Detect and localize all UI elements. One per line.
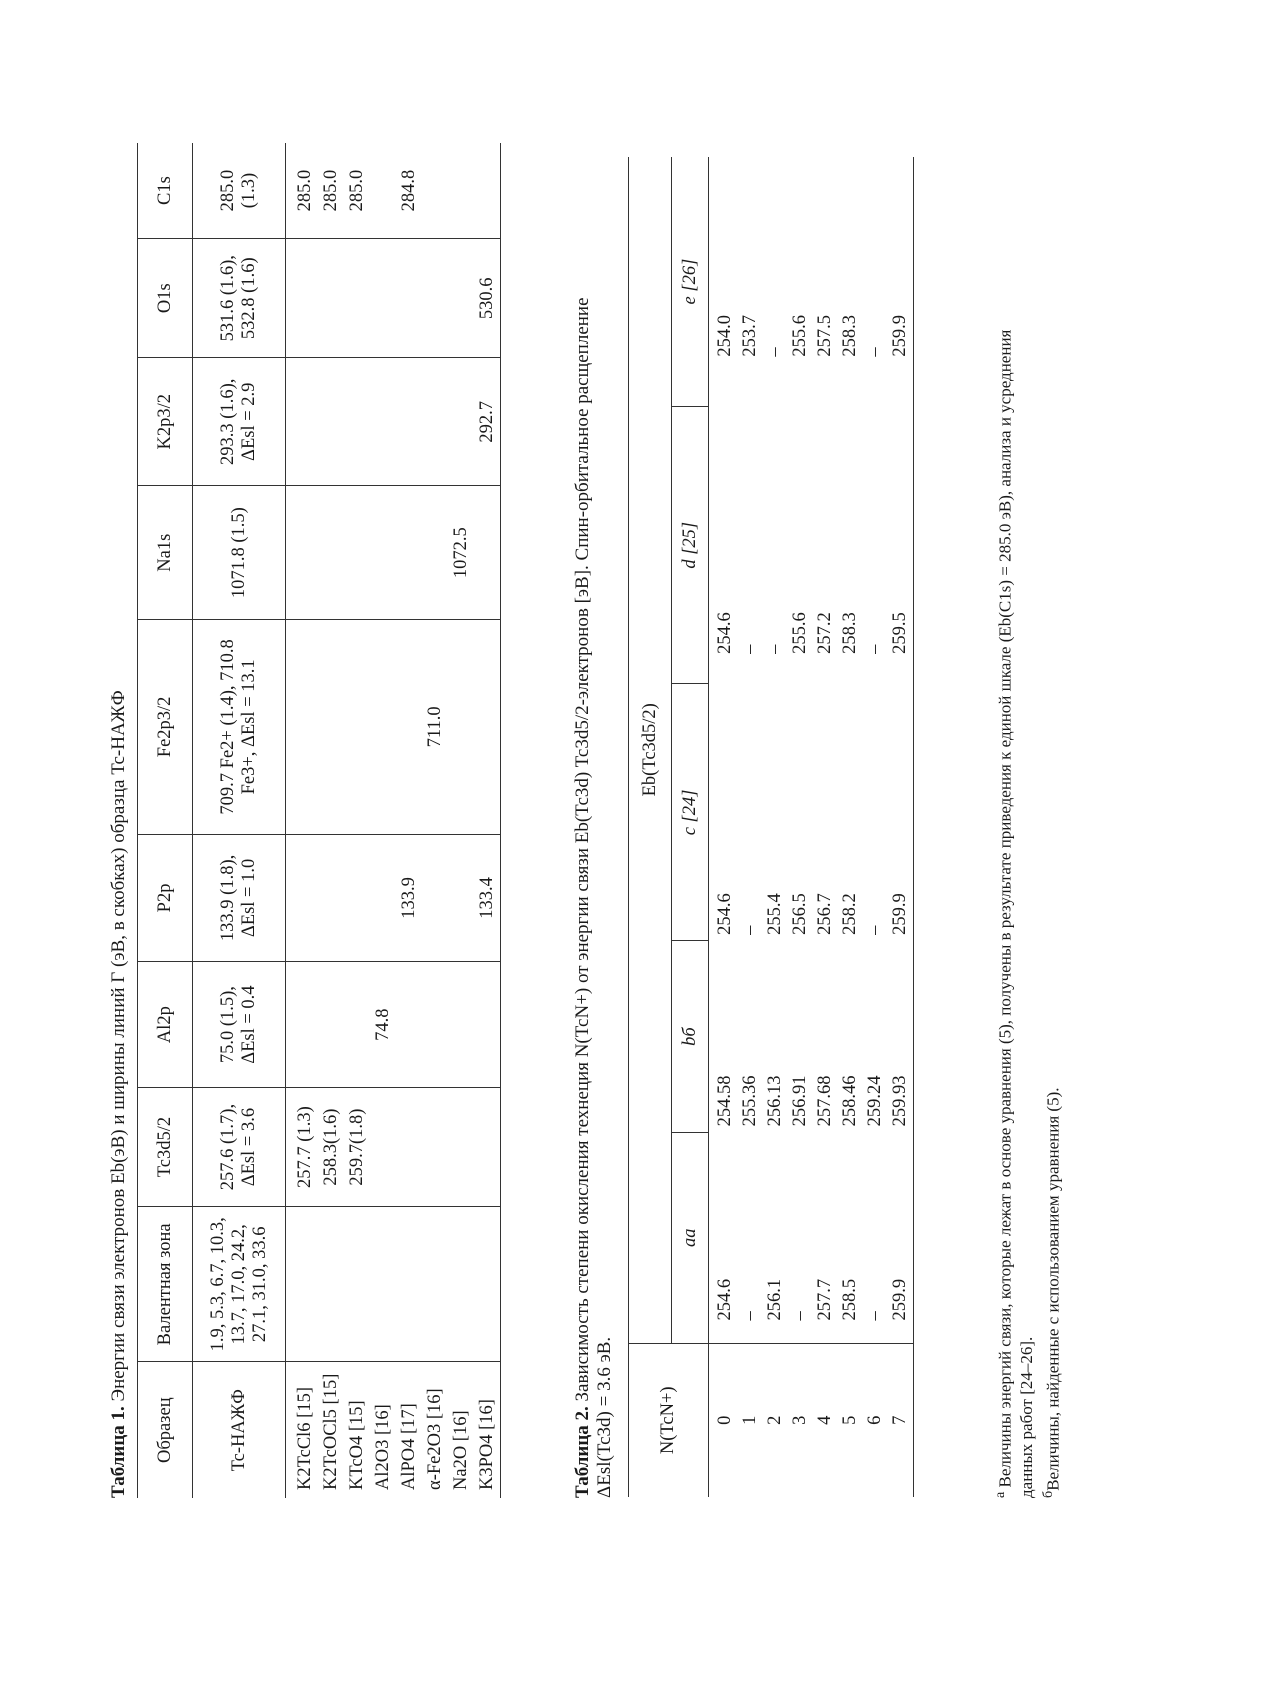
t2-col-d bbox=[709, 407, 914, 684]
ref-value bbox=[292, 490, 318, 615]
cell-line: 293.3 (1.6), bbox=[218, 378, 238, 465]
table2-caption bbox=[572, 128, 616, 1498]
valence-line: 1.9, 5.3, 6.7, 10.3, bbox=[207, 1217, 228, 1352]
cell-line: 133.9 (1.8), bbox=[218, 854, 238, 942]
t2-head-a: aа bbox=[672, 1132, 709, 1343]
ref-value bbox=[292, 839, 318, 958]
t2-head-n: N(TcN+) bbox=[629, 1343, 709, 1497]
ref-value bbox=[318, 624, 344, 829]
ref-value bbox=[396, 490, 422, 615]
t1-main-c1s bbox=[193, 143, 286, 239]
ref-value bbox=[474, 624, 500, 829]
ref-value: 292.7 bbox=[477, 400, 497, 443]
ref-value bbox=[344, 966, 370, 1083]
ref-value bbox=[422, 243, 448, 353]
table1-caption bbox=[108, 118, 130, 1498]
t1-ref-samples bbox=[286, 1362, 501, 1498]
ref-value: 711.0 bbox=[425, 706, 445, 748]
ref-value bbox=[370, 147, 396, 234]
t2-col-b bbox=[709, 941, 914, 1132]
d-value: – bbox=[865, 644, 885, 654]
ref-value: 257.7 (1.3) bbox=[295, 1106, 315, 1188]
table2-group-header-row bbox=[629, 157, 672, 1497]
ref-value: 285.0 bbox=[295, 169, 315, 212]
d-value: 255.6 bbox=[790, 612, 810, 654]
c-value: 256.7 bbox=[815, 893, 835, 935]
t2-head-e: e [26] bbox=[672, 157, 709, 407]
ref-value bbox=[396, 362, 422, 481]
footnote-a-line2: данных работ [24–26]. bbox=[1016, 1336, 1036, 1498]
a-value: 257.7 bbox=[815, 1278, 835, 1321]
ref-value bbox=[448, 147, 474, 234]
ref-value bbox=[422, 966, 448, 1083]
n-value: 7 bbox=[890, 1415, 910, 1425]
t2-head-b: bб bbox=[672, 941, 709, 1132]
ref-value bbox=[474, 490, 500, 615]
ref-value bbox=[422, 362, 448, 481]
cell-line: ΔEsl = 3.6 bbox=[239, 1107, 259, 1187]
n-value: 6 bbox=[865, 1415, 885, 1425]
t1-ref-fe2p bbox=[286, 620, 501, 834]
ref-value bbox=[318, 490, 344, 615]
n-value: 2 bbox=[765, 1415, 785, 1425]
t1-head-fe2p: Fe2p3/2 bbox=[138, 620, 193, 834]
ref-value: 133.4 bbox=[477, 877, 497, 919]
t2-col-c bbox=[709, 684, 914, 941]
t1-main-na1s bbox=[193, 486, 286, 620]
cell-line: 531.6 (1.6), bbox=[218, 255, 238, 342]
t1-head-tc3d: Tc3d5/2 bbox=[138, 1087, 193, 1206]
ref-value bbox=[448, 839, 474, 958]
table2-body-row bbox=[709, 157, 914, 1497]
d-value: 254.6 bbox=[715, 612, 735, 654]
ref-value bbox=[448, 966, 474, 1083]
table1-reference-row bbox=[286, 143, 501, 1498]
ref-value bbox=[370, 624, 396, 829]
ref-value bbox=[422, 1092, 448, 1202]
valence-line: 27.1, 31.0, 33.6 bbox=[249, 1226, 270, 1343]
n-value: 4 bbox=[815, 1415, 835, 1425]
e-value: – bbox=[765, 347, 785, 357]
ref-value bbox=[448, 624, 474, 829]
b-value: 254.58 bbox=[715, 1075, 735, 1127]
ref-value bbox=[474, 966, 500, 1083]
footnote-b-mark: б bbox=[1040, 1490, 1056, 1498]
ref-value bbox=[396, 1092, 422, 1202]
t1-main-o1s bbox=[193, 239, 286, 358]
cell-line: ΔEsl = 0.4 bbox=[239, 985, 259, 1064]
t1-head-o1s: O1s bbox=[138, 239, 193, 358]
ref-value bbox=[292, 362, 318, 481]
e-value: 254.0 bbox=[715, 314, 735, 357]
t1-main-p2p bbox=[193, 834, 286, 962]
ref-value: 530.6 bbox=[477, 277, 497, 320]
ref-value: 1072.5 bbox=[451, 527, 471, 579]
a-value: – bbox=[865, 1311, 885, 1321]
t1-ref-p2p bbox=[286, 834, 501, 962]
ref-value bbox=[292, 243, 318, 353]
ref-sample: KTcO4 [15] bbox=[347, 1400, 367, 1490]
footnote-a bbox=[990, 128, 1037, 1498]
ref-value bbox=[344, 362, 370, 481]
n-value: 0 bbox=[715, 1415, 735, 1425]
c-value: – bbox=[740, 925, 760, 935]
d-value: 259.5 bbox=[890, 612, 910, 654]
t1-main-sample: Tc-НАЖФ bbox=[193, 1362, 286, 1498]
ref-value bbox=[396, 243, 422, 353]
t1-head-valence: Валентная зона bbox=[138, 1207, 193, 1362]
n-value: 1 bbox=[740, 1415, 760, 1425]
n-value: 5 bbox=[840, 1415, 860, 1425]
ref-value bbox=[474, 1092, 500, 1202]
footnote-b-text: Величины, найденные с использованием уравнения (5). bbox=[1043, 1087, 1063, 1491]
table1 bbox=[137, 143, 501, 1498]
ref-value bbox=[318, 839, 344, 958]
t1-head-na1s: Na1s bbox=[138, 486, 193, 620]
table1-main-row bbox=[193, 143, 286, 1498]
ref-value: 285.0 bbox=[347, 169, 367, 212]
ref-value bbox=[448, 243, 474, 353]
t1-head-sample: Образец bbox=[138, 1362, 193, 1498]
c-value: 255.4 bbox=[765, 893, 785, 935]
a-value: – bbox=[790, 1311, 810, 1321]
cell-line: 709.7 Fe2+ (1.4), 710.8 bbox=[218, 639, 238, 815]
t1-head-p2p: P2p bbox=[138, 834, 193, 962]
footnote-a-text: Величины энергий связи, которые лежат в основе уравнения (5), получены в результате приведения к единой шкале (Eb(C1s) = 285.0 эВ), анализа и усреднения bbox=[995, 329, 1015, 1488]
ref-value bbox=[292, 966, 318, 1083]
ref-value bbox=[422, 490, 448, 615]
a-value: 254.6 bbox=[715, 1278, 735, 1321]
ref-value bbox=[344, 624, 370, 829]
t1-head-c1s: C1s bbox=[138, 143, 193, 239]
t1-main-tc3d bbox=[193, 1087, 286, 1206]
cell-line: Fe3+, ΔEsl = 13.1 bbox=[239, 659, 259, 795]
t1-main-valence bbox=[193, 1207, 286, 1362]
cell-line: 257.6 (1.7), bbox=[218, 1103, 238, 1191]
ref-sample: α-Fe2O3 [16] bbox=[425, 1388, 445, 1490]
ref-value bbox=[370, 490, 396, 615]
footnote-a-line1 bbox=[990, 128, 1016, 1498]
d-value: – bbox=[765, 644, 785, 654]
b-value: 259.93 bbox=[890, 1075, 910, 1127]
t2-col-a bbox=[709, 1132, 914, 1343]
ref-value bbox=[344, 243, 370, 353]
footnote-b bbox=[1038, 128, 1064, 1498]
ref-value: 133.9 bbox=[399, 877, 419, 919]
table1-caption-text: Энергии связи электронов Eb(эВ) и ширины линий Γ (эВ, в скобках) образца Tc-НАЖФ bbox=[108, 690, 129, 1402]
table2 bbox=[628, 157, 914, 1497]
t1-main-fe2p bbox=[193, 620, 286, 834]
t2-head-d: d [25] bbox=[672, 407, 709, 684]
ref-value bbox=[448, 1092, 474, 1202]
ref-value: 285.0 bbox=[321, 169, 341, 212]
ref-sample: K3PO4 [16] bbox=[477, 1399, 497, 1490]
e-value: 253.7 bbox=[740, 314, 760, 357]
ref-value: 74.8 bbox=[373, 1008, 393, 1041]
d-value: 257.2 bbox=[815, 612, 835, 654]
table2-caption-text: Зависимость степени окисления технеция N(TcN+) от энергии связи Eb(Tc3d) Tc3d5/2-электронов [эВ]. Спин-орбитальное расщепление bbox=[572, 297, 593, 1402]
ref-value bbox=[422, 839, 448, 958]
c-value: 259.9 bbox=[890, 893, 910, 935]
table2-sub-header-row bbox=[672, 157, 709, 1497]
ref-value bbox=[370, 1092, 396, 1202]
ref-value bbox=[422, 147, 448, 234]
t2-head-group: Eb(Tc3d5/2) bbox=[629, 157, 672, 1343]
footnote-a-mark: а bbox=[992, 1491, 1008, 1498]
t2-head-c: c [24] bbox=[672, 684, 709, 941]
ref-sample: K2TcCl6 [15] bbox=[295, 1386, 315, 1490]
a-value: – bbox=[740, 1311, 760, 1321]
ref-value bbox=[396, 966, 422, 1083]
t1-head-al2p: Al2p bbox=[138, 962, 193, 1088]
t1-main-k2p bbox=[193, 358, 286, 486]
ref-value bbox=[318, 243, 344, 353]
c-value: 254.6 bbox=[715, 893, 735, 935]
c-value: – bbox=[865, 925, 885, 935]
cell-line: (1.3) bbox=[239, 172, 259, 209]
e-value: 255.6 bbox=[790, 314, 810, 357]
t1-ref-tc3d bbox=[286, 1087, 501, 1206]
e-value: – bbox=[865, 347, 885, 357]
c-value: 256.5 bbox=[790, 893, 810, 935]
ref-sample: Na2O [16] bbox=[451, 1410, 471, 1490]
c-value: 258.2 bbox=[840, 893, 860, 935]
t2-col-e bbox=[709, 157, 914, 407]
b-value: 255.36 bbox=[740, 1075, 760, 1127]
table2-caption-line2: ΔEsl(Tc3d) = 3.6 эВ. bbox=[594, 1336, 615, 1498]
ref-value bbox=[370, 243, 396, 353]
b-value: 256.13 bbox=[765, 1075, 785, 1127]
a-value: 258.5 bbox=[840, 1278, 860, 1321]
t1-main-al2p bbox=[193, 962, 286, 1088]
ref-value bbox=[344, 839, 370, 958]
t1-ref-al2p bbox=[286, 962, 501, 1088]
e-value: 259.9 bbox=[890, 314, 910, 357]
ref-value: 259.7(1.8) bbox=[347, 1108, 367, 1186]
ref-sample: K2TcOCl5 [15] bbox=[321, 1373, 341, 1490]
a-value: 256.1 bbox=[765, 1278, 785, 1321]
b-value: 256.91 bbox=[790, 1075, 810, 1127]
t1-head-k2p: K2p3/2 bbox=[138, 358, 193, 486]
table1-caption-label: Таблица 1. bbox=[108, 1406, 129, 1498]
n-value: 3 bbox=[790, 1415, 810, 1425]
t1-ref-valence bbox=[286, 1207, 501, 1362]
ref-value bbox=[370, 839, 396, 958]
table2-caption-line1 bbox=[572, 128, 594, 1498]
t2-col-n bbox=[709, 1343, 914, 1497]
e-value: 257.5 bbox=[815, 314, 835, 357]
table2-caption-label: Таблица 2. bbox=[572, 1406, 593, 1498]
ref-value bbox=[318, 966, 344, 1083]
ref-value bbox=[370, 362, 396, 481]
t1-ref-k2p bbox=[286, 358, 501, 486]
t1-ref-o1s bbox=[286, 239, 501, 358]
b-value: 259.24 bbox=[865, 1075, 885, 1127]
ref-sample: Al2O3 [16] bbox=[373, 1404, 393, 1490]
b-value: 257.68 bbox=[815, 1075, 835, 1127]
cell-line: 532.8 (1.6) bbox=[239, 257, 259, 340]
cell-line: 285.0 bbox=[218, 169, 238, 212]
t1-ref-na1s bbox=[286, 486, 501, 620]
ref-value bbox=[474, 147, 500, 234]
e-value: 258.3 bbox=[840, 314, 860, 357]
cell-line: ΔEsl = 1.0 bbox=[239, 858, 259, 938]
ref-value bbox=[344, 490, 370, 615]
t1-ref-c1s bbox=[286, 143, 501, 239]
cell-line: ΔEsl = 2.9 bbox=[239, 382, 259, 461]
d-value: – bbox=[740, 644, 760, 654]
valence-line: 13.7, 17.0, 24.2, bbox=[228, 1224, 249, 1345]
table1-header-row bbox=[138, 143, 193, 1498]
cell-line: 75.0 (1.5), bbox=[218, 986, 238, 1064]
ref-sample: AlPO4 [17] bbox=[399, 1403, 419, 1490]
a-value: 259.9 bbox=[890, 1278, 910, 1321]
b-value: 258.46 bbox=[840, 1075, 860, 1127]
ref-value: 284.8 bbox=[399, 169, 419, 212]
cell-line: 1071.8 (1.5) bbox=[228, 507, 249, 599]
ref-value bbox=[292, 624, 318, 829]
ref-value bbox=[396, 624, 422, 829]
ref-value: 258.3(1.6) bbox=[321, 1108, 341, 1186]
ref-value bbox=[448, 362, 474, 481]
ref-value bbox=[318, 362, 344, 481]
d-value: 258.3 bbox=[840, 612, 860, 654]
